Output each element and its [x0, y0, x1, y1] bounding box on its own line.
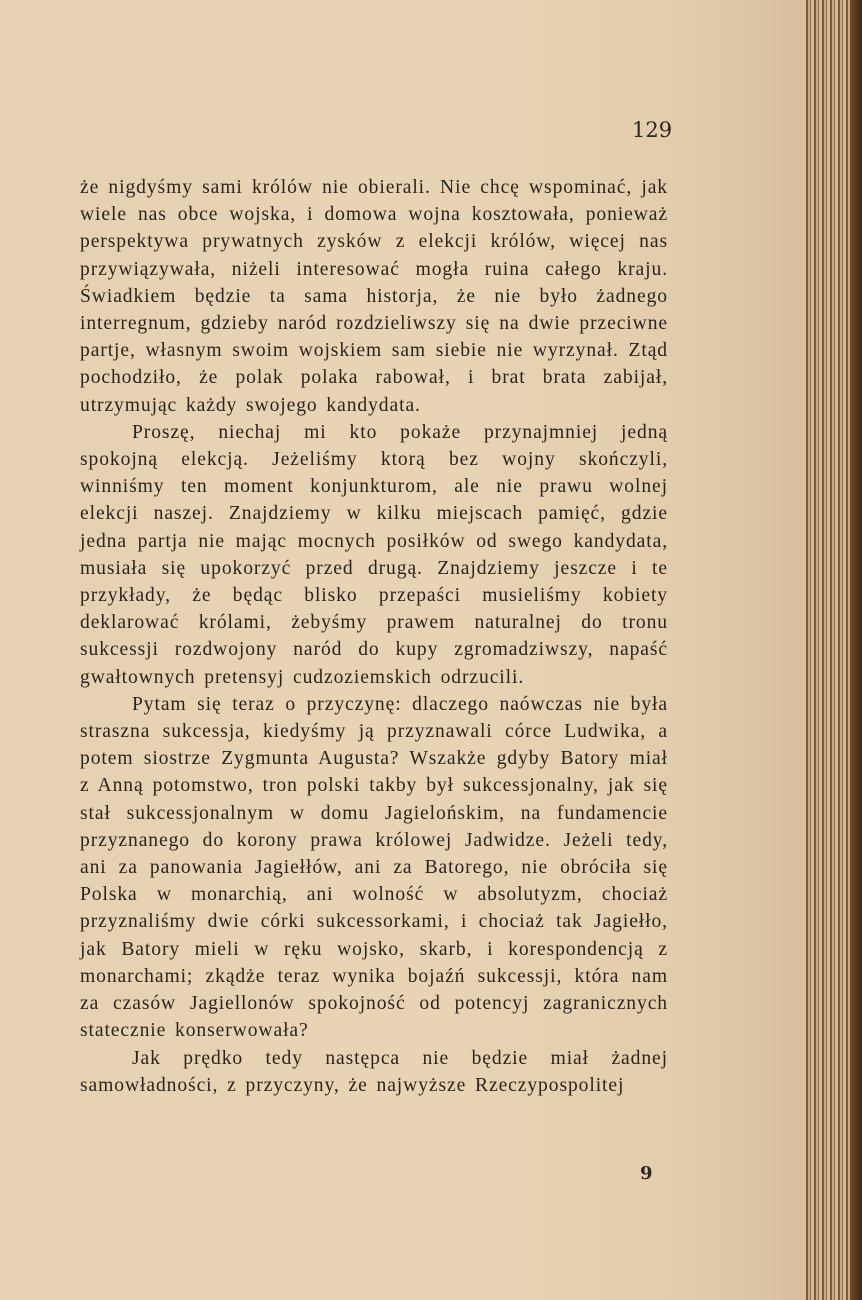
printer-signature-mark: 9 — [640, 1163, 653, 1184]
body-text — [80, 174, 668, 1099]
book-page-edges — [806, 0, 862, 1300]
page-number: 129 — [632, 118, 673, 142]
paragraph-4: Jak prędko tedy następca nie będzie miał żadnej samowładności, z przyczyny, że najwyższe Rzeczypospolitej — [80, 1047, 668, 1096]
paragraph-2: Proszę, niechaj mi kto pokaże przynajmniej jedną spokojną elekcją. Jeżeliśmy ktorą bez wojny skończyli, winniśmy ten moment konjunkturom, ale nie prawu wolnej elekcji naszej. Znajdziemy w kilku miejscach pamięć, gdzie jedna partja nie mając mocnych posiłków od swego kandydata, musiała się upokorzyć przed drugą. Znajdziemy jeszcze i te przykłady, że będąc blisko przepaści musieliśmy kobiety deklarować królami, żebyśmy prawem naturalnej do tronu sukcessji rozdwojony naród do kupy zgromadziwszy, napaść gwałtownych pretensyj cudzoziemskich odrzucili. — [80, 421, 668, 688]
paragraph-1: że nigdyśmy sami królów nie obierali. Nie chcę wspominać, jak wiele nas obce wojska, i domowa wojna kosztowała, ponieważ perspektywa prywatnych zysków z elekcji królów, więcej nas przywiązywała, niżeli interesować mogła ruina całego kraju. Świadkiem będzie ta sama historja, że nie było żadnego interregnum, gdzieby naród rozdzieliwszy się na dwie przeciwne partje, własnym swoim wojskiem sam siebie nie wyrzynał. Ztąd pochodziło, że polak polaka rabował, i brat brata zabijał, utrzymując każdy swojego kandydata. — [80, 177, 668, 416]
paragraph-3: Pytam się teraz o przyczynę: dlaczego naówczas nie była straszna sukcessja, kiedyśmy ją przyznawali córce Ludwika, a potem siostrze Zygmunta Augusta? Wszakże gdyby Batory miał z Anną potomstwo, tron polski takby był sukcessjonalny, jak się stał sukcessjonalnym w domu Jagielońskim, na fundamencie przyznanego do korony prawa królowej Jadwidze. Jeżeli tedy, ani za panowania Jagiełłów, ani za Batorego, nie obróciła się Polska w monarchią, ani wolność w absolutyzm, chociaż przyznaliśmy dwie córki sukcessorkami, i chociaż tak Jagiełło, jak Batory mieli w ręku wojsko, skarb, i korespondencją z monarchami; zkądże teraz wynika bojaźń sukcessji, która nam za czasów Jagiellonów spokojność od potencyj zagranicznych statecznie konserwowała? — [80, 693, 668, 1042]
